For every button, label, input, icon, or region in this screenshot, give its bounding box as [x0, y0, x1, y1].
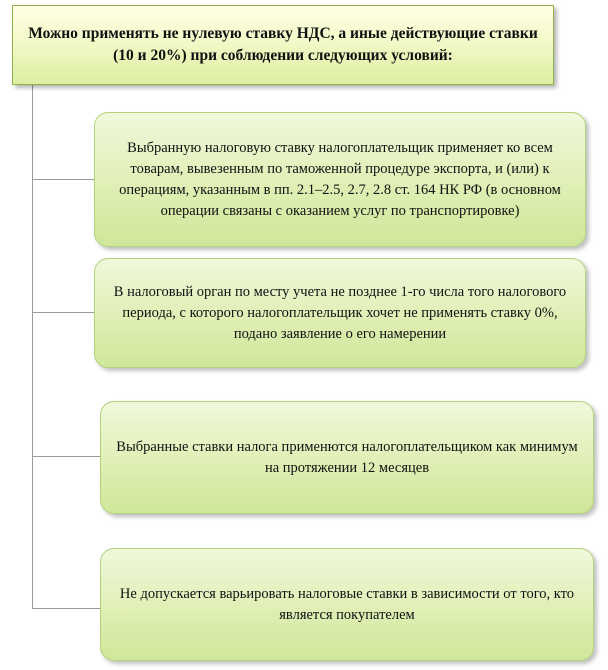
connector-branch-2 [32, 312, 94, 313]
condition-text-1: Выбранную налоговую ставку налогоплательщик применяет ко всем товарам, вывезенным по таможенной процедуре экспорта, и (или) к операциям, указанным в пп. 2.1–2.5, 2.7, 2.8 ст. 164 НК РФ (в основном операции связаны с оказанием услуг по транспортировке) [119, 139, 561, 219]
condition-text-3: Выбранные ставки налога применются налогоплательщиком как минимум на протяжении 12 месяцев [116, 438, 578, 476]
condition-box-3 [100, 401, 594, 514]
condition-text-4: Не допускается варьировать налоговые ставки в зависимости от того, кто является покупателем [119, 585, 575, 623]
condition-box-1 [94, 112, 586, 247]
connector-branch-4 [32, 608, 100, 609]
connector-branch-1 [32, 179, 94, 180]
condition-box-4 [100, 548, 594, 661]
condition-box-2 [94, 258, 586, 368]
header-box [12, 5, 554, 85]
condition-text-2: В налоговый орган по месту учета не позднее 1-го числа того налогового периода, с которого налогоплательщик хочет не применять ставку 0%, подано заявление о его намерении [113, 283, 567, 342]
connector-branch-3 [32, 456, 100, 457]
header-text: Можно применять не нулевую ставку НДС, а иные действующие ставки (10 и 20%) при соблюдении следующих условий: [28, 25, 538, 64]
connector-trunk [32, 85, 33, 608]
